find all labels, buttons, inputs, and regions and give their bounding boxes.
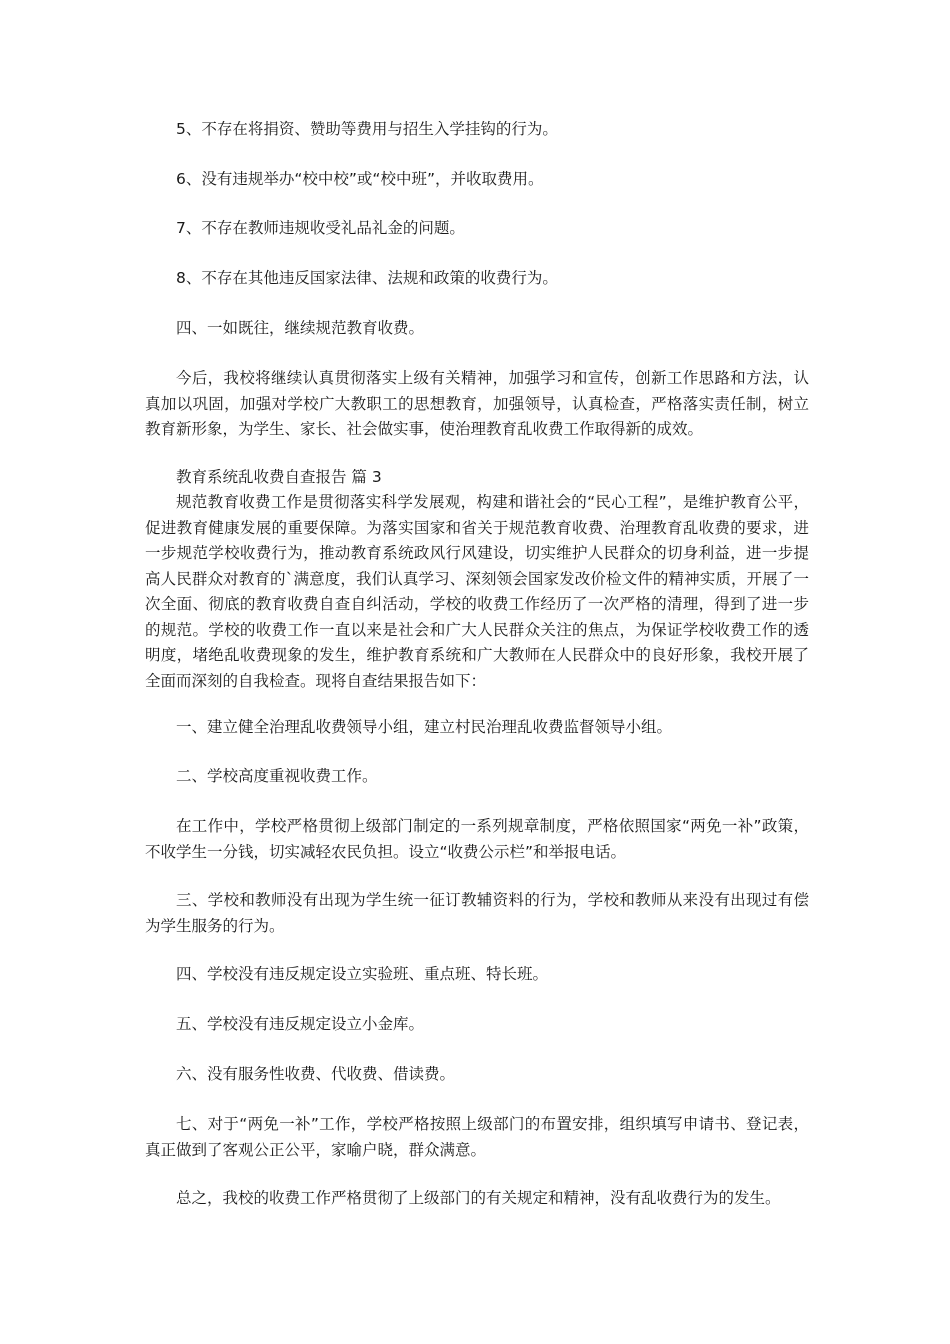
- report-title: 教育系统乱收费自查报告 篇 3: [176, 468, 382, 486]
- section-heading-7: 七、对于“两免一补”工作，学校严格按照上级部门的布置安排，组织填写申请书、登记表，真正做到了客观公正公平，家喻户晓，群众满意。: [145, 1115, 809, 1159]
- section-heading-5: 五、学校没有违反规定设立小金库。: [176, 1015, 425, 1033]
- paragraph-item-6: 6、没有违规举办“校中校”或“校中班”，并收取费用。: [176, 170, 544, 188]
- section-heading-2: 二、学校高度重视收费工作。: [176, 767, 378, 785]
- paragraph-policy: 在工作中，学校严格贯彻上级部门制定的一系列规章制度，严格依照国家“两免一补”政策，不收学生一分钱，切实减轻农民负担。设立“收费公示栏”和举报电话。: [145, 817, 809, 861]
- section-heading-4b: 四、学校没有违反规定设立实验班、重点班、特长班。: [176, 965, 549, 983]
- paragraph-conclusion: 总之，我校的收费工作严格贯彻了上级部门的有关规定和精神，没有乱收费行为的发生。: [176, 1189, 781, 1207]
- paragraph-item-7: 7、不存在教师违规收受礼品礼金的问题。: [176, 219, 465, 237]
- paragraph-intro: 规范教育收费工作是贯彻落实科学发展观，构建和谐社会的“民心工程”，是维护教育公平，促进教育健康发展的重要保障。为落实国家和省关于规范教育收费、治理教育乱收费的要求，进一步规范学校收费行为，推动教育系统政风行风建设，切实维护人民群众的切身利益，进一步提高人民群众对教育的`满意度，我们认真学习、深刻领会国家发改价检文件的精神实质，开展了一次全面、彻底的教育收费自查自纠活动，学校的收费工作经历了一次严格的清理，得到了进一步的规范。学校的收费工作一直以来是社会和广大人民群众关注的焦点，为保证学校收费工作的透明度，堵绝乱收费现象的发生，维护教育系统和广大教师在人民群众中的良好形象，我校开展了全面而深刻的自我检查。现将自查结果报告如下：: [145, 493, 809, 690]
- section-heading-4: 四、一如既往，继续规范教育收费。: [176, 319, 425, 337]
- paragraph-future-plans: 今后，我校将继续认真贯彻落实上级有关精神，加强学习和宣传，创新工作思路和方法，认真加以巩固，加强对学校广大教职工的思想教育，加强领导，认真检查，严格落实责任制，树立教育新形象，为学生、家长、社会做实事，使治理教育乱收费工作取得新的成效。: [145, 369, 809, 438]
- paragraph-item-5: 5、不存在将捐资、赞助等费用与招生入学挂钩的行为。: [176, 120, 558, 138]
- section-heading-1: 一、建立健全治理乱收费领导小组，建立村民治理乱收费监督领导小组。: [176, 718, 673, 736]
- section-heading-3: 三、学校和教师没有出现为学生统一征订教辅资料的行为，学校和教师从来没有出现过有偿为学生服务的行为。: [145, 891, 809, 935]
- section-heading-6: 六、没有服务性收费、代收费、借读费。: [176, 1065, 456, 1083]
- paragraph-item-8: 8、不存在其他违反国家法律、法规和政策的收费行为。: [176, 269, 558, 287]
